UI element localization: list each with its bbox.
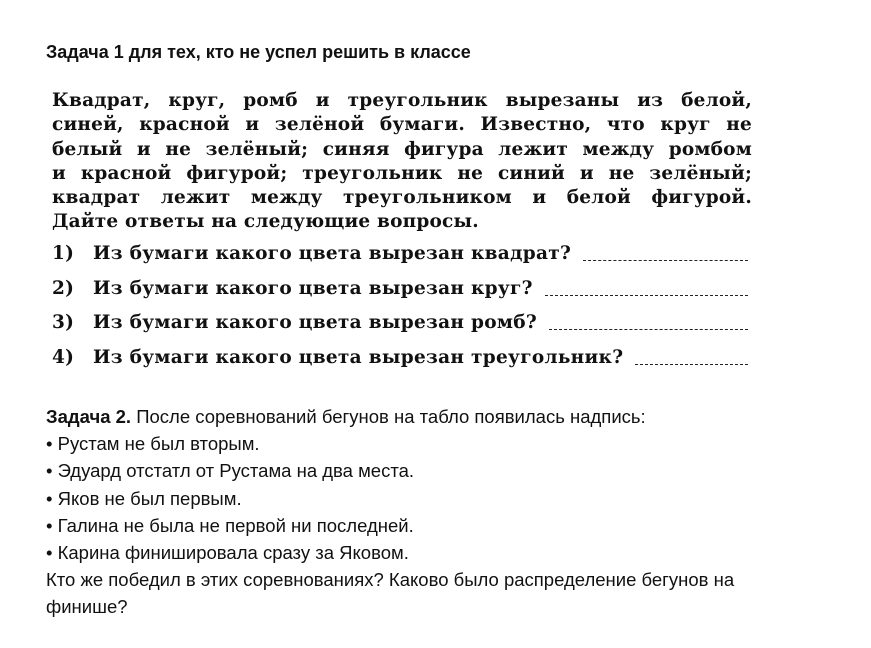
task2-question-line: Кто же победил в этих соревнованиях? Каково было распределение бегунов на (46, 569, 735, 591)
answer-blank-line (549, 317, 748, 330)
task1-title: Задача 1 для тех, кто не успел решить в классе (46, 42, 471, 62)
answer-blank-line (545, 283, 748, 296)
task2-bullet: • Карина финишировала сразу за Яковом. (46, 542, 409, 564)
question-number: 2) (52, 277, 75, 299)
question-text: Из бумаги какого цвета вырезан квадрат? (93, 243, 572, 264)
answer-blank-line (583, 248, 748, 261)
question-item (52, 243, 748, 278)
task1-condition-line: и красной фигурой; треугольник не синий и не зелёный; (52, 162, 752, 184)
task2-intro: После соревнований бегунов на табло появилась надпись: (131, 406, 646, 427)
question-number: 1) (52, 243, 75, 264)
question-item (52, 347, 748, 382)
question-text: Из бумаги какого цвета вырезан треугольник? (93, 346, 624, 368)
task2-bullet: • Рустам не был вторым. (46, 433, 260, 455)
task2-bullet: • Эдуард отстатл от Рустама на два места. (46, 460, 415, 482)
task2-bullet: • Яков не был первым. (46, 487, 242, 509)
question-text: Из бумаги какого цвета вырезан ромб? (93, 312, 538, 333)
task1-condition-line: Дайте ответы на следующие вопросы. (52, 211, 479, 233)
task1-condition-line: синей, красной и зелёной бумаги. Известно, что круг не (52, 114, 752, 136)
question-item (52, 312, 748, 347)
question-item (52, 278, 748, 313)
task2-heading (46, 403, 846, 430)
task2-title: Задача 2. (46, 406, 132, 427)
question-text: Из бумаги какого цвета вырезан круг? (93, 277, 533, 299)
task1-condition (52, 89, 752, 235)
question-number: 4) (52, 346, 75, 368)
task2-bullet: • Галина не была не первой ни последней. (46, 514, 414, 536)
task1-question-list (52, 243, 748, 381)
question-number: 3) (52, 312, 75, 333)
task1-condition-line: квадрат лежит между треугольником и белой фигурой. (52, 187, 752, 209)
task1-condition-line: белый и не зелёный; синяя фигура лежит между ромбом (52, 138, 752, 160)
task1-condition-line: Квадрат, круг, ромб и треугольник вырезаны из белой, (52, 90, 752, 111)
task2-block (46, 403, 846, 621)
answer-blank-line (635, 352, 748, 365)
task2-question-line: финише? (46, 596, 128, 618)
